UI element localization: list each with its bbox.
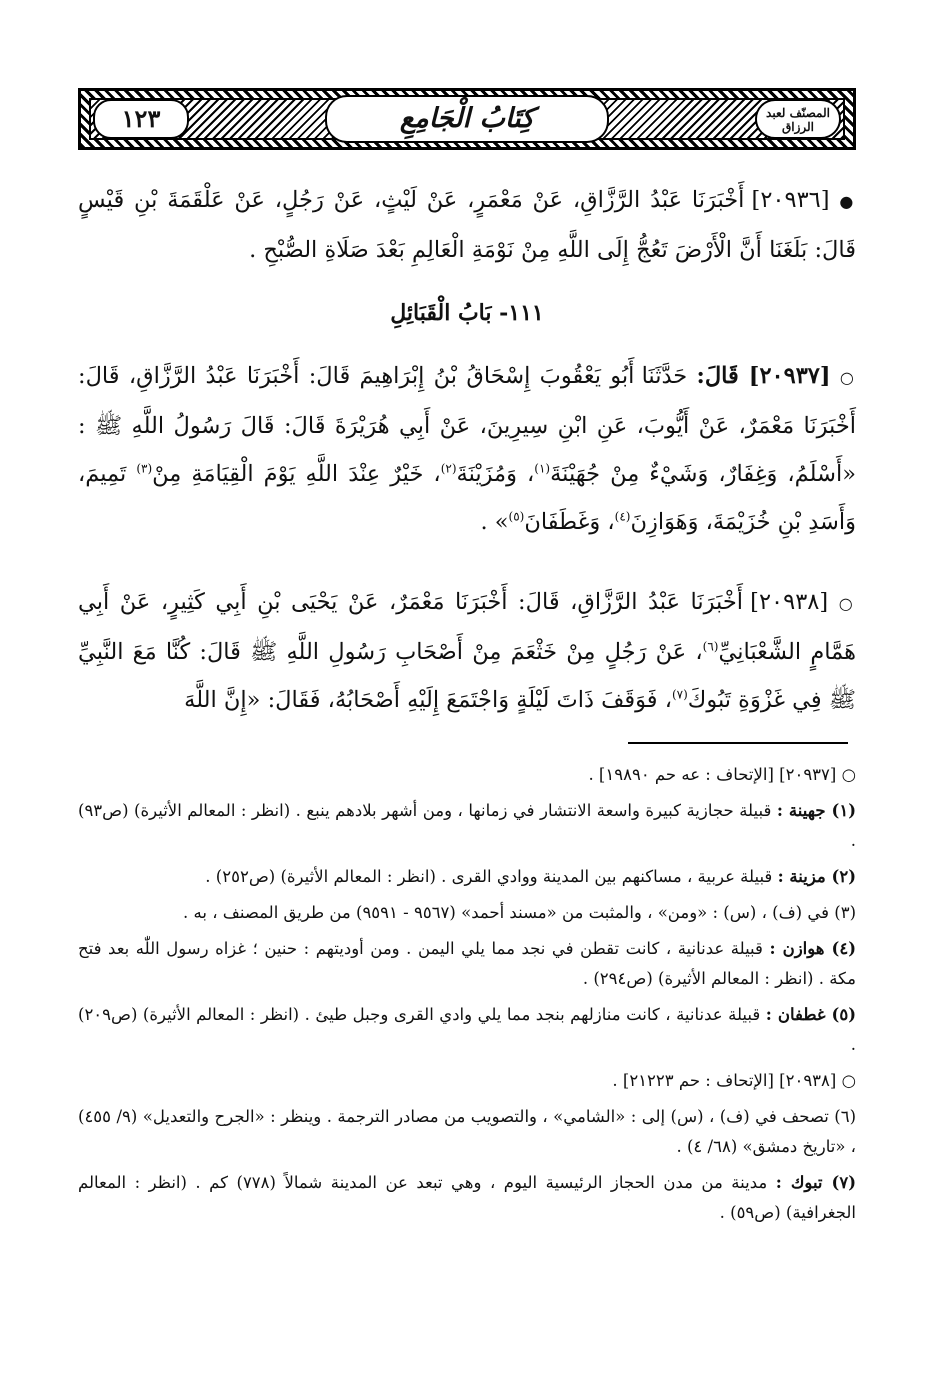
footnote-label: (١) جهينة :	[776, 801, 857, 820]
footnote-ref[interactable]: (٣)	[136, 461, 153, 476]
footnote-ref[interactable]: (١)	[534, 461, 551, 476]
hadith-20938	[78, 578, 856, 724]
footnote-ref[interactable]: (٢)	[440, 461, 457, 476]
page-header-band	[78, 88, 856, 150]
footnotes	[78, 760, 856, 1234]
footnote-text: قبيلة عربية ، مساكنهم بين المدينة ووادي القرى . (انظر : المعالم الأثيرة) (ص٢٥٢) .	[205, 867, 773, 886]
takhrij-note: ○ [٢٠٩٣٨] [الإتحاف : حم ٢١٢٢٣] .	[612, 1071, 856, 1090]
hadith-text: ، وَمُزَيْنَةَ	[456, 461, 535, 487]
footnote-text: قبيلة حجازية كبيرة واسعة الانتشار في زمانها ، ومن أشهر بلادهم ينبع . (انظر : المعالم الأثيرة) (ص٩٣) .	[78, 801, 856, 850]
footnote-4	[78, 934, 856, 994]
footnote-5	[78, 1000, 856, 1060]
hadith-text: ، عَنْ رَجُلٍ مِنْ خَثْعَمَ مِنْ أَصْحَابِ رَسُولِ اللَّهِ ﷺ قَالَ: كُنَّا مَعَ النَّبِيِّ ﷺ فِي غَزْوَةِ تَبُوكَ	[78, 639, 856, 713]
footnote-3: (٣) في (ف) ، (س) : «ومن» ، والمثبت من «مسند أحمد» (٩٥٦٧ - ٩٥٩١) من طريق المصنف ، به .	[183, 903, 856, 922]
hadith-text: حَدَّثَنَا أَبُو يَعْقُوبَ إِسْحَاقُ بْنُ إِبْرَاهِيمَ قَالَ: أَخْبَرَنَا عَبْدُ الرَّزَّاقِ، قَالَ: أَخْبَرَنَا مَعْمَرٌ، عَنْ أَيُّوبَ، عَنِ ابْنِ سِيرِينَ، عَنْ أَبِي هُرَيْرَةَ قَالَ: قَالَ رَسُولُ اللَّهِ ﷺ : «أَسْلَمُ، وَغِفَارٌ، وَشَيْءٌ مِنْ جُهَيْنَةَ	[78, 363, 856, 487]
footnote-label: (٢) مزينة :	[777, 867, 856, 886]
footnote-label: (٤) هوازن :	[769, 939, 857, 958]
footnote-text: مدينة من مدن الحجاز الرئيسية اليوم ، وهي تبعد عن المدينة شمالاً (٧٧٨) كم . (انظر : المعالم الجغرافية) (ص٥٩) .	[78, 1173, 856, 1222]
filled-bullet-icon: ●	[839, 192, 856, 211]
hadith-20936	[78, 176, 856, 274]
footnote-text: قبيلة عدنانية ، كانت تقطن في نجد مما يلي اليمن . ومن أوديتهم : حنين ؛ غزاه رسول اللّٰه بعد فتح مكة . (انظر : المعالم الأثيرة) (ص٢٩٤) .	[78, 939, 856, 988]
takhrij-note: ○ [٢٠٩٣٧] [الإتحاف : عه حم ١٩٨٩٠] .	[588, 765, 856, 784]
footnote-ref[interactable]: (٦)	[702, 639, 719, 654]
hadith-ref: [٢٠٩٣٧] قَالَ:	[696, 363, 831, 389]
footnote-7	[78, 1168, 856, 1228]
hollow-bullet-icon: ○	[839, 368, 857, 387]
hadith-text: [٢٠٩٣٨] أَخْبَرَنَا عَبْدُ الرَّزَّاقِ، قَالَ: أَخْبَرَنَا مَعْمَرٌ، عَنْ يَحْيَى بْنِ أَبِي كَثِيرٍ، عَنْ أَبِي هَمَّامٍ الشَّعْبَانِيِّ	[78, 589, 856, 665]
hollow-bullet-icon: ○	[838, 594, 857, 613]
footnote-1	[78, 796, 856, 856]
hadith-text: ، خَيْرٌ عِنْدَ اللَّهِ يَوْمَ الْقِيَامَةِ مِنْ	[152, 461, 441, 487]
footnote-ref[interactable]: (٤)	[614, 509, 631, 524]
footnote-label: (٧) تبوك :	[775, 1173, 856, 1192]
footnote-divider	[628, 742, 848, 744]
hadith-text: ، فَوَقَفَ ذَاتَ لَيْلَةٍ وَاجْتَمَعَ إِلَيْهِ أَصْحَابُهُ، فَقَالَ: «إِنَّ اللَّهَ	[184, 687, 672, 713]
footnote-ref[interactable]: (٥)	[508, 509, 525, 524]
hadith-text: » .	[480, 509, 509, 535]
footnote-2	[78, 862, 856, 892]
page-number: ١٢٣	[93, 99, 189, 139]
footnote-text: قبيلة عدنانية ، كانت منازلهم بنجد مما يلي وادي القرى وجبل طيئ . (انظر : المعالم الأثيرة) (ص٢٠٩) .	[78, 1005, 856, 1054]
chapter-heading: ١١١- بَابُ الْقَبَائِلِ	[390, 300, 544, 326]
hadith-20937	[78, 352, 856, 546]
footnote-ref[interactable]: (٧)	[671, 687, 688, 702]
hadith-text: [٢٠٩٣٦] أَخْبَرَنَا عَبْدُ الرَّزَّاقِ، عَنْ مَعْمَرٍ، عَنْ لَيْثٍ، عَنْ رَجُلٍ، عَنْ عَلْقَمَةَ بْنِ قَيْسٍ قَالَ: بَلَغَنَا أَنَّ الْأَرْضَ تَعُجُّ إِلَى اللَّهِ مِنْ نَوْمَةِ الْعَالِمِ بَعْدَ صَلَاةِ الصُّبْحِ .	[78, 187, 856, 263]
book-title: كِتَابُ الْجَامِعِ	[325, 95, 609, 143]
footnote-label: (٥) غطفان :	[765, 1005, 856, 1024]
footnote-6: (٦) تصحف في (ف) ، (س) إلى : «الشامي» ، والتصويب من مصادر الترجمة . وينظر : «الجرح والتعديل» (٩/ ٤٥٥) ، «تاريخ دمشق» (٦٨/ ٤) .	[78, 1107, 856, 1156]
hadith-text: ، وَغَطَفَانَ	[524, 509, 615, 535]
hadith-text: تَمِيمَ، وَأَسَدِ بْنِ خُزَيْمَةَ، وَهَوَازِنَ	[78, 461, 856, 535]
book-logo: المصنّف لعبد الرزاق	[755, 99, 841, 139]
